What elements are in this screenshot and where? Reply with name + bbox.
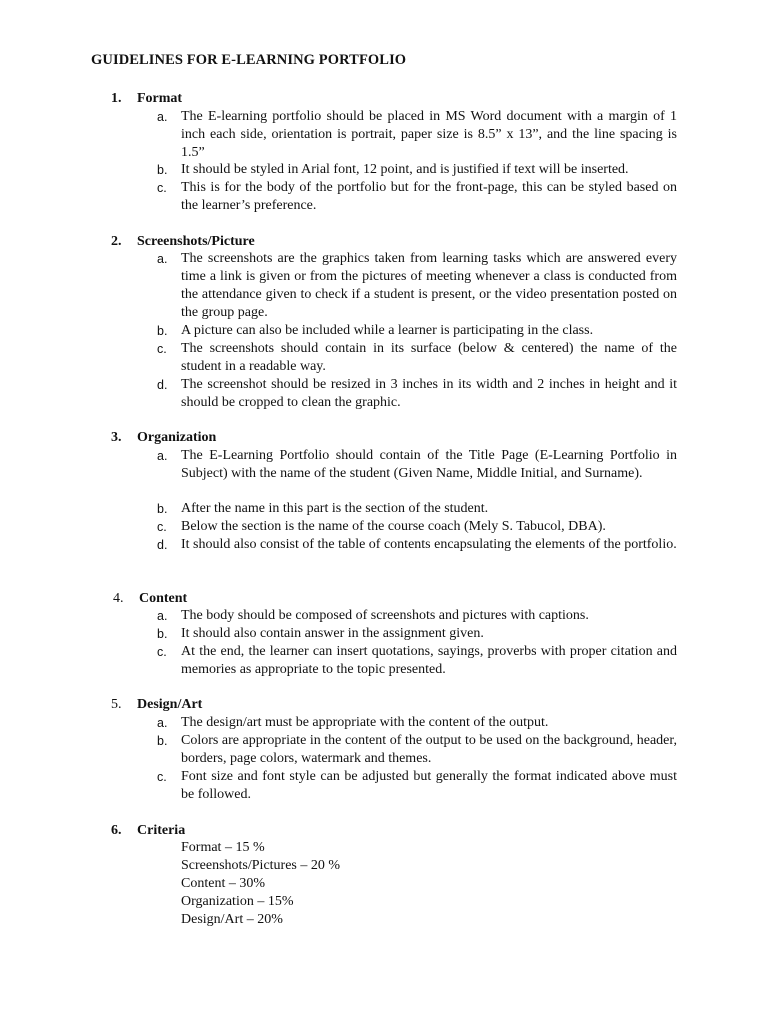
section-number: 1.	[111, 91, 122, 106]
item-text: The screenshots should contain in its surface (below & centered) the name of the student in a readable way.	[181, 341, 677, 374]
section-number: 3.	[111, 430, 122, 445]
item-letter: b.	[157, 324, 168, 338]
item-text: This is for the body of the portfolio but for the front-page, this can be styled based on the learner’s preference.	[181, 180, 677, 213]
item-letter: b.	[157, 627, 168, 641]
item-text: Colors are appropriate in the content of the output to be used on the background, header, borders, page colors, watermark and themes.	[181, 733, 677, 766]
item-text: The screenshot should be resized in 3 inches in its width and 2 inches in height and it should be cropped to clean the graphic.	[181, 377, 677, 410]
section-title: Screenshots/Picture	[137, 234, 255, 249]
item-text: The design/art must be appropriate with the content of the output.	[181, 715, 549, 730]
criteria-item-design: Design/Art – 20%	[181, 912, 283, 927]
item-text: It should be styled in Arial font, 12 point, and is justified if text will be inserted.	[181, 162, 629, 177]
item-letter: b.	[157, 502, 168, 516]
section-title: Design/Art	[137, 697, 203, 712]
section-title: Organization	[137, 430, 217, 445]
item-text: The E-Learning Portfolio should contain of the Title Page (E-Learning Portfolio in Subject) with the name of the student (Given Name, Middle Initial, and Surname).	[181, 448, 677, 481]
item-text: It should also consist of the table of contents encapsulating the elements of the portfolio.	[181, 537, 677, 552]
item-letter: c.	[157, 645, 167, 659]
item-letter: c.	[157, 770, 167, 784]
item-letter: b.	[157, 734, 168, 748]
page-title: GUIDELINES FOR E-LEARNING PORTFOLIO	[91, 52, 407, 68]
section-title: Criteria	[137, 823, 186, 838]
item-text: After the name in this part is the section of the student.	[181, 501, 489, 516]
item-text: Font size and font style can be adjusted but generally the format indicated above must be followed.	[181, 769, 677, 802]
item-letter: c.	[157, 181, 167, 195]
criteria-item-screenshots: Screenshots/Pictures – 20 %	[181, 858, 341, 873]
item-letter: a.	[157, 716, 168, 730]
item-letter: c.	[157, 520, 167, 534]
item-text: The screenshots are the graphics taken from learning tasks which are answered every time a link is given or from the pictures of meeting whenever a class is conducted from the attendance given to check if a student is present, or the video presentation posted on the group page.	[181, 251, 677, 320]
section-number: 2.	[111, 234, 122, 249]
criteria-item-organization: Organization – 15%	[181, 894, 294, 909]
item-text: At the end, the learner can insert quotations, sayings, proverbs with proper citation and memories as appropriate to the topic presented.	[181, 644, 677, 677]
item-letter: a.	[157, 110, 168, 124]
section-number: 6.	[111, 823, 122, 838]
item-text: The E-learning portfolio should be placed in MS Word document with a margin of 1 inch each side, orientation is portrait, paper size is 8.5” x 13”, and the line spacing is 1.5”	[181, 109, 677, 160]
item-letter: b.	[157, 163, 168, 177]
section-number: 5.	[111, 697, 122, 712]
item-text: Below the section is the name of the course coach (Mely S. Tabucol, DBA).	[181, 519, 606, 534]
section-title: Format	[137, 91, 183, 106]
item-text: It should also contain answer in the assignment given.	[181, 626, 484, 641]
section-title: Content	[139, 591, 188, 606]
criteria-item-format: Format – 15 %	[181, 840, 265, 855]
item-letter: a.	[157, 449, 168, 463]
item-letter: d.	[157, 378, 168, 392]
item-letter: a.	[157, 609, 168, 623]
item-letter: c.	[157, 342, 167, 356]
item-text: The body should be composed of screenshots and pictures with captions.	[181, 608, 589, 623]
item-letter: d.	[157, 538, 168, 552]
section-number: 4.	[113, 591, 124, 606]
criteria-item-content: Content – 30%	[181, 876, 265, 891]
item-text: A picture can also be included while a learner is participating in the class.	[181, 323, 594, 338]
item-letter: a.	[157, 252, 168, 266]
